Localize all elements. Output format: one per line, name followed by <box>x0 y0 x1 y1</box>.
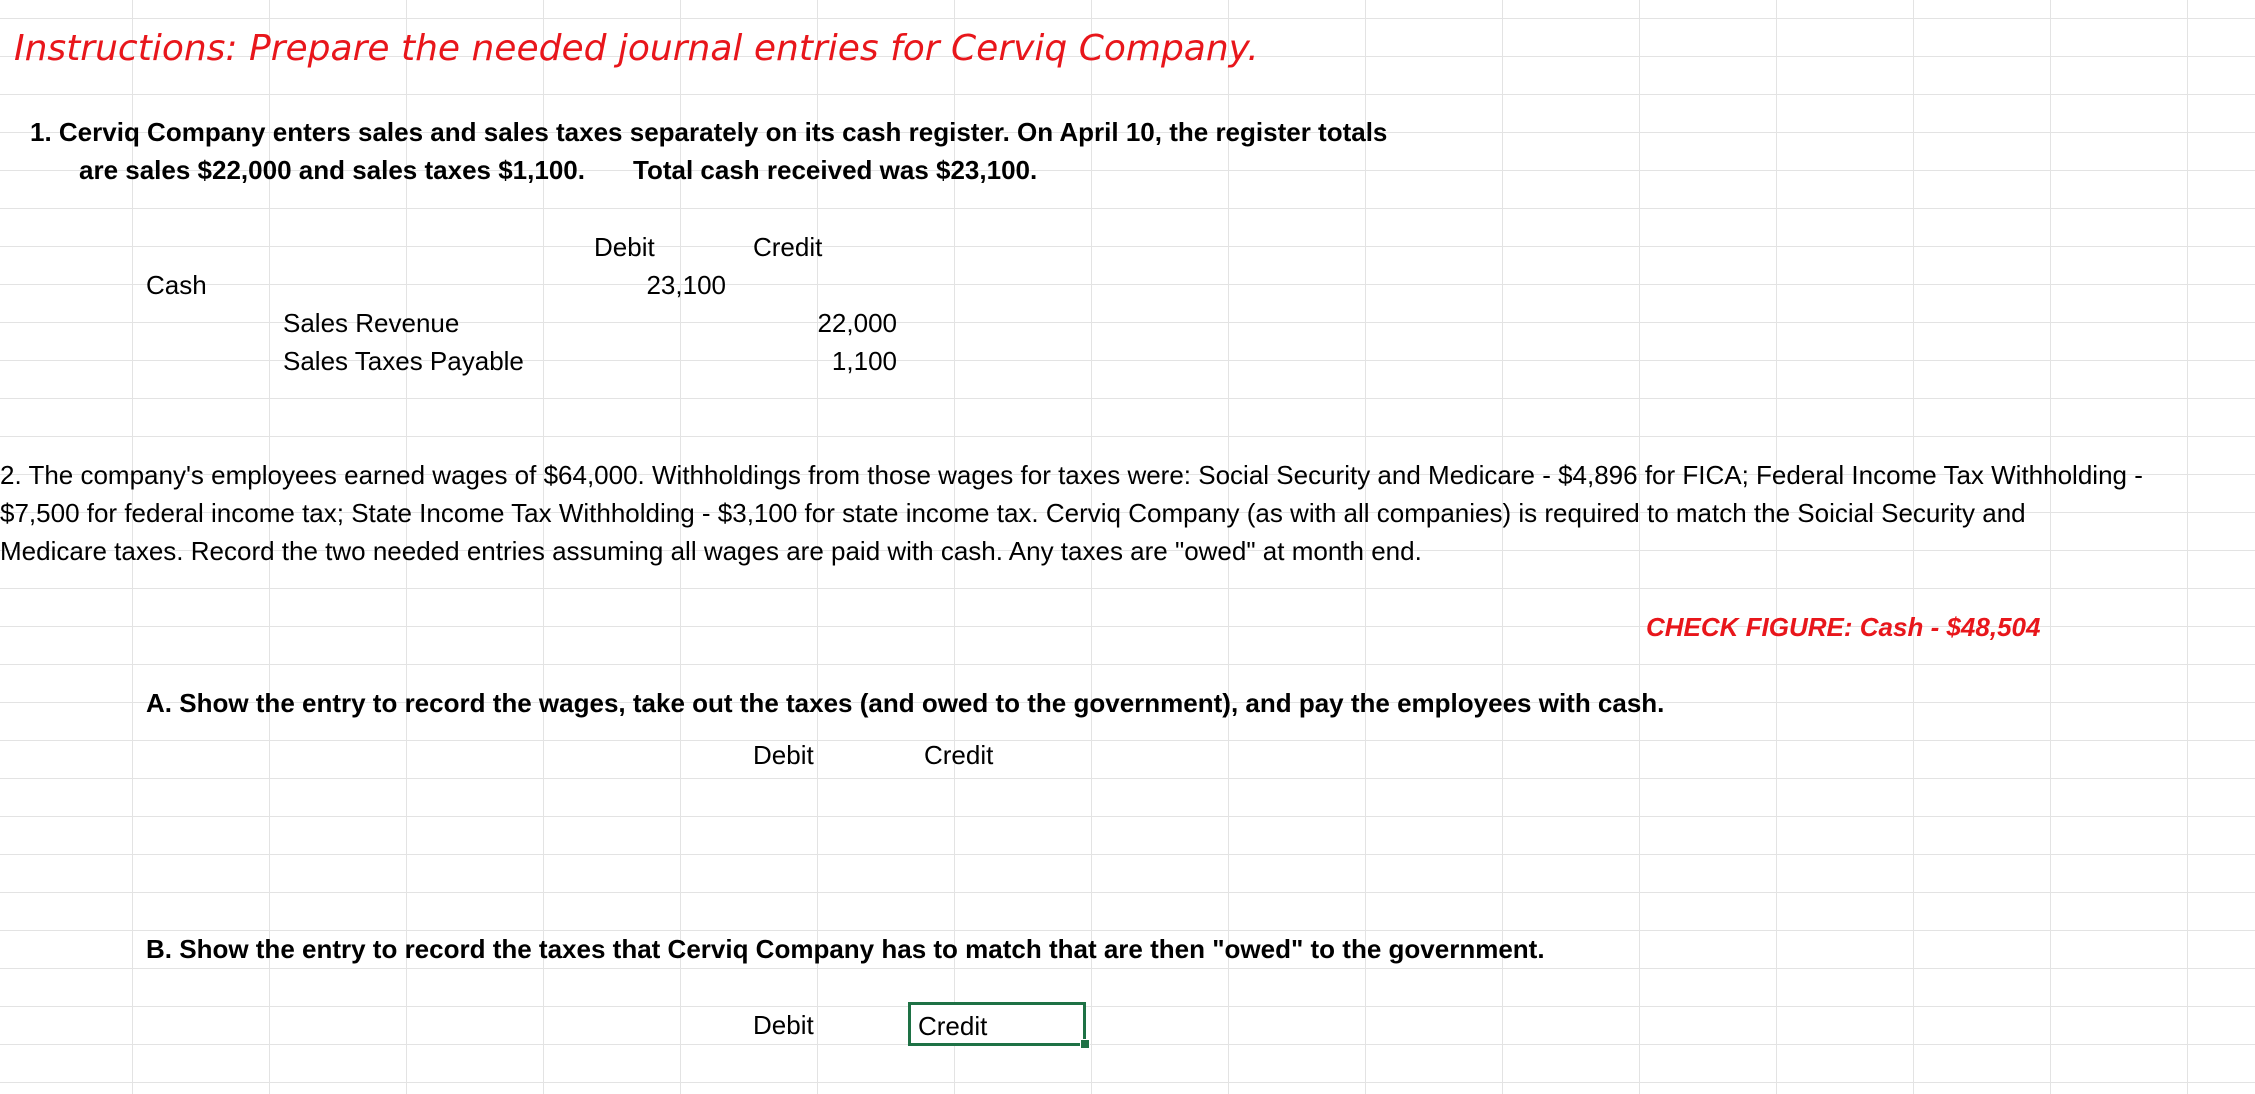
q1-text-line2a[interactable]: are sales $22,000 and sales taxes $1,100. <box>79 155 585 185</box>
q1-text-line2b[interactable]: Total cash received was $23,100. <box>633 155 1038 185</box>
q1-credit-header[interactable]: Credit <box>753 232 823 262</box>
q1-entry-debit-cash[interactable]: 23,100 <box>646 270 726 300</box>
check-figure[interactable]: CHECK FIGURE: Cash - $48,504 <box>1646 612 2041 642</box>
q1-debit-header[interactable]: Debit <box>594 232 655 262</box>
part-b-credit-header: Credit <box>918 1011 988 1041</box>
part-a-debit-header[interactable]: Debit <box>753 740 814 770</box>
q2-text-line3[interactable]: Medicare taxes. Record the two needed entries assuming all wages are paid with cash. Any taxes are "owed" at month end. <box>0 536 1422 566</box>
part-b-debit-header[interactable]: Debit <box>753 1010 814 1040</box>
q1-entry-account-cash[interactable]: Cash <box>146 270 207 300</box>
part-a-credit-header[interactable]: Credit <box>924 740 994 770</box>
q1-text-line1[interactable]: 1. Cerviq Company enters sales and sales taxes separately on its cash register. On April 10, the register totals <box>30 117 1388 147</box>
q1-entry-credit-sales-taxes-payable[interactable]: 1,100 <box>831 346 897 376</box>
q2-text-line2[interactable]: $7,500 for federal income tax; State Income Tax Withholding - $3,100 for state income tax. Cerviq Company (as with all companies) is required to match the Soicial Security and <box>0 498 2026 528</box>
q2-text-line1[interactable]: 2. The company's employees earned wages of $64,000. Withholdings from those wages for taxes were: Social Security and Medicare - $4,896 for FICA; Federal Income Tax Withholding - <box>0 460 2143 490</box>
q1-entry-account-sales-revenue[interactable]: Sales Revenue <box>283 308 460 338</box>
selected-cell-credit[interactable] <box>908 1002 1086 1046</box>
instructions-title[interactable]: Instructions: Prepare the needed journal entries for Cerviq Company. <box>14 28 1259 69</box>
part-a-prompt[interactable]: A. Show the entry to record the wages, take out the taxes (and owed to the government), and pay the employees with cash. <box>146 688 1665 718</box>
fill-handle[interactable] <box>1080 1039 1090 1049</box>
part-b-prompt[interactable]: B. Show the entry to record the taxes that Cerviq Company has to match that are then "owed" to the government. <box>146 934 1545 964</box>
q1-entry-credit-sales-revenue[interactable]: 22,000 <box>817 308 897 338</box>
q1-entry-account-sales-taxes-payable[interactable]: Sales Taxes Payable <box>283 346 524 376</box>
